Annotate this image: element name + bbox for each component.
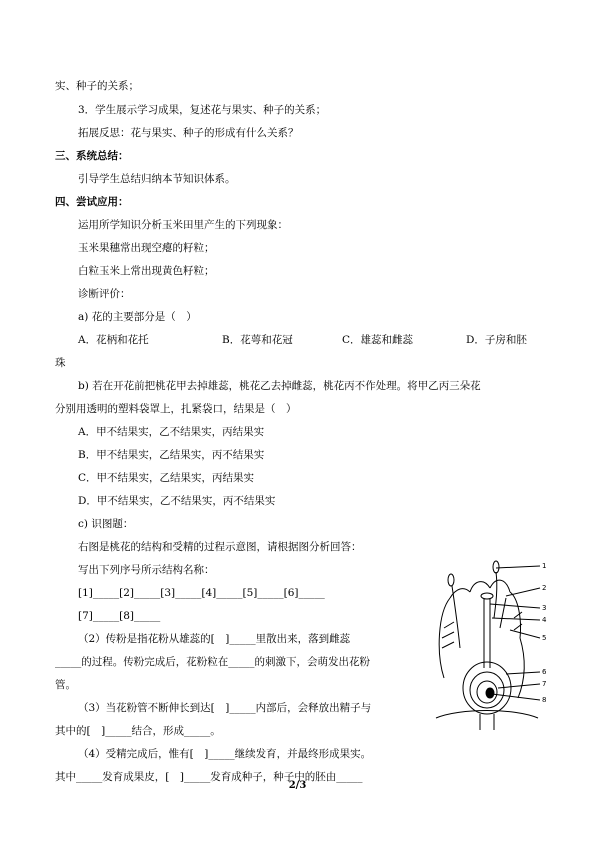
question-b: b) 若在开花前把桃花甲去掉雄蕊，桃花乙去掉雌蕊，桃花丙不作处理。将甲乙丙三朵花 [78,380,481,392]
option-c: C．雄蕊和雌蕊 [342,334,414,346]
option-a: A．花柄和花托 [78,334,149,346]
text-line: 实、种子的关系； [55,80,139,92]
diagram-label: 2 [542,584,547,592]
text-line: 3．学生展示学习成果，复述花与果实、种子的关系； [78,104,327,116]
peach-flower-diagram [430,558,550,730]
section-heading: 三、系统总结： [55,150,129,162]
text-line: 白粒玉米上常出现黄色籽粒； [78,265,215,277]
text-line: 右图是桃花的结构和受精的过程示意图，请根据图分析回答： [78,541,362,553]
text-line: 其中的[ ]_____结合，形成_____。 [55,725,221,737]
blank-line: [7]_____[8]_____ [78,610,161,622]
text-line: 运用所学知识分析玉米田里产生的下列现象： [78,219,288,231]
diagram-label: 6 [542,668,547,676]
text-line: 引导学生总结归纳本节知识体系。 [78,173,236,185]
diagram-label: 5 [542,634,547,642]
text-line: 玉米果穗常出现空瘪的籽粒； [78,242,215,254]
text-line: 分别用透明的塑料袋罩上，扎紧袋口，结果是（ ） [55,403,297,415]
text-line: 写出下列序号所示结构名称： [78,564,215,576]
diagram-label: 8 [542,696,547,704]
text-line: 珠 [55,357,66,369]
option-b: B．甲不结果实，乙结果实，丙不结果实 [78,449,265,461]
diagram-label: 7 [542,680,547,688]
text-line: （4）受精完成后，惟有[ ]_____继续发育，并最终形成果实。 [78,748,372,760]
text-line: （3）当花粉管不断伸长到达[ ]_____内部后，会释放出精子与 [78,702,372,714]
section-heading: 四、尝试应用： [55,196,129,208]
text-line: 管。 [55,679,76,691]
text-line: 诊断评价： [78,288,131,300]
diagram-label: 1 [542,562,547,570]
option-a: A．甲不结果实，乙不结果实，丙结果实 [78,426,265,438]
blank-line: [1]_____[2]_____[3]_____[4]_____[5]_____[6]_____ [78,587,325,599]
diagram-label: 3 [542,604,547,612]
diagram-label: 4 [542,616,547,624]
option-c: C．甲不结果实，乙结果实，丙结果实 [78,472,255,484]
text-line: 拓展反思：花与果实、种子的形成有什么关系？ [78,127,299,139]
option-d: D．甲不结果实，乙不结果实，丙不结果实 [78,495,276,507]
option-d: D．子房和胚 [466,334,527,346]
question-a: a) 花的主要部分是（ ） [78,311,197,323]
text-line: 其中_____发育成果皮，[ ]_____发育成种子，种子中的胚由_____ [55,771,363,783]
text-line: （2）传粉是指花粉从雄蕊的[ ]_____里散出来，落到雌蕊 [78,633,351,645]
option-b: B．花萼和花冠 [222,334,293,346]
page-number: 2/3 [288,780,307,791]
text-line: _____的过程。传粉完成后，花粉粒在_____的刺激下，会萌发出花粉 [55,656,370,668]
question-c: c) 识图题： [78,518,134,530]
